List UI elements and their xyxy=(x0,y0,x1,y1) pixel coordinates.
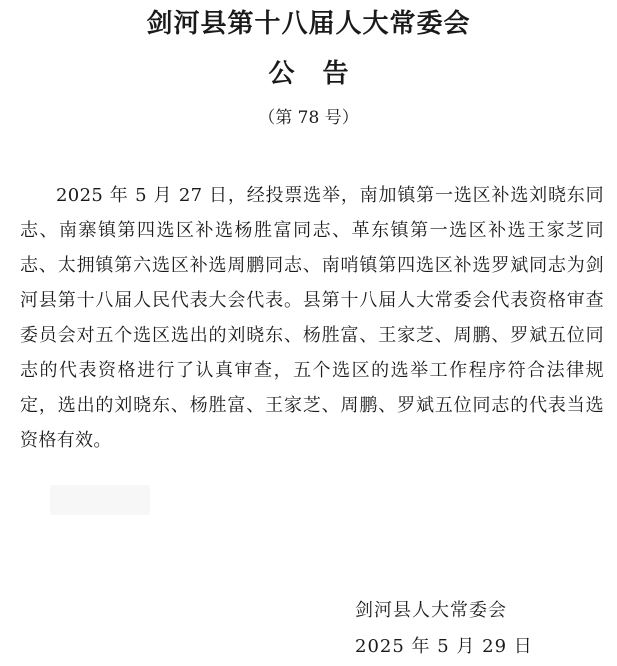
document-title: 剑河县第十八届人大常委会 xyxy=(146,9,471,39)
document-subtitle: 公告 xyxy=(268,59,377,89)
announcement-body: 2025 年 5 月 27 日，经投票选举，南加镇第一选区补选刘晓东同志、南寨镇第四选区补选杨胜富同志、革东镇第一选区补选王家芝同志、太拥镇第六选区补选周鹏同志、南哨镇第四选区补选罗斌同志为剑河县第十八届人民代表大会代表。县第十八届人大常委会代表资格审查委员会对五个选区选出的刘晓东、杨胜富、王家芝、周鹏、罗斌五位同志的代表资格进行了认真审查，五个选区的选举工作程序符合法律规定，选出的刘晓东、杨胜富、王家芝、周鹏、罗斌五位同志的代表当选资格有效。 xyxy=(20,185,604,451)
faint-background-patch xyxy=(50,485,150,515)
document-number: （第 78 号） xyxy=(258,108,359,128)
issue-date: 2025 年 5 月 29 日 xyxy=(355,636,533,657)
issuer-signature: 剑河县人大常委会 xyxy=(355,600,507,621)
